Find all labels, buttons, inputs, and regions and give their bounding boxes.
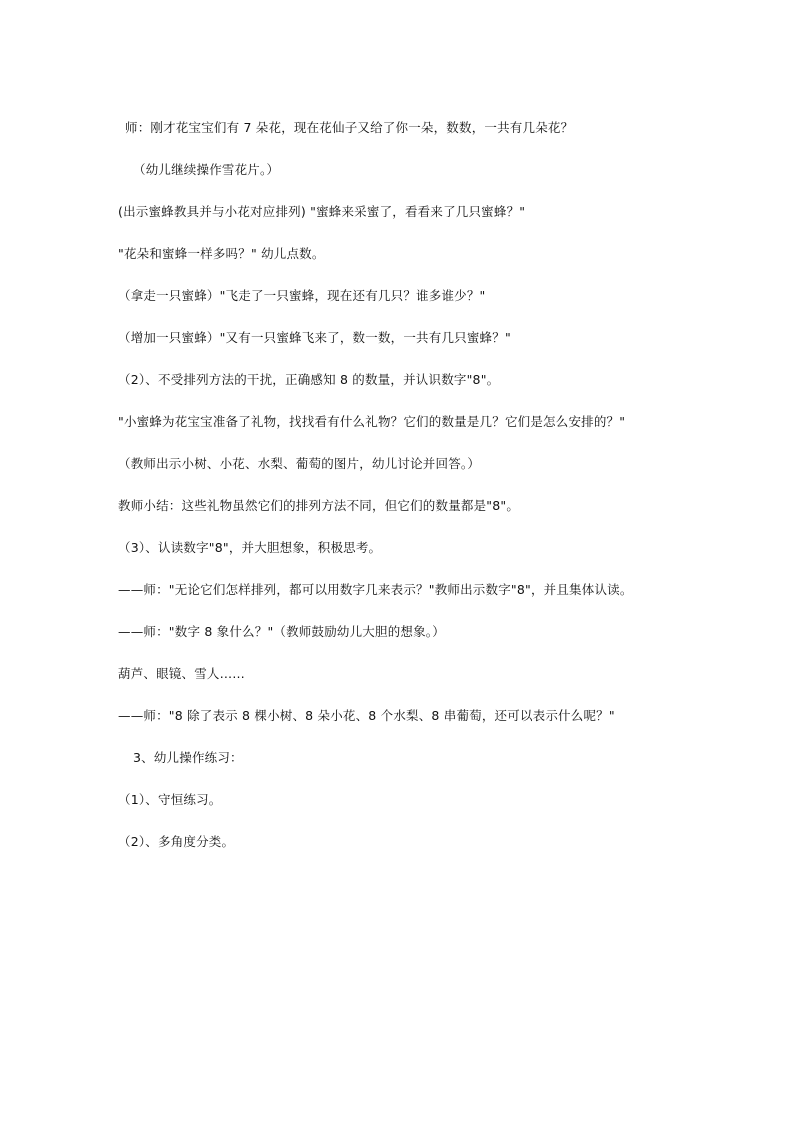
text-line-child-operation: （幼儿继续操作雪花片。） bbox=[133, 162, 280, 177]
text-line-bee-gifts: "小蜜蜂为花宝宝准备了礼物，找找看有什么礼物？它们的数量是几？它们是怎么安排的？" bbox=[118, 414, 626, 429]
text-line-section-2: （2）、不受排列方法的干扰，正确感知 8 的数量，并认识数字"8"。 bbox=[118, 372, 500, 387]
text-line-bee-display: (出示蜜蜂教具并与小花对应排列) "蜜蜂来采蜜了，看看来了几只蜜蜂？" bbox=[118, 204, 526, 219]
text-line-teacher-question: 师：刚才花宝宝们有 7 朵花，现在花仙子又给了你一朵，数数，一共有几朵花？ bbox=[125, 120, 574, 135]
text-line-multi-angle-classification: （2）、多角度分类。 bbox=[118, 834, 235, 849]
text-line-teacher-summary: 教师小结：这些礼物虽然它们的排列方法不同，但它们的数量都是"8"。 bbox=[118, 498, 520, 513]
text-line-child-practice-heading: 3、幼儿操作练习： bbox=[133, 750, 243, 765]
text-line-remove-bee: （拿走一只蜜蜂）"飞走了一只蜜蜂，现在还有几只？谁多谁少？" bbox=[118, 288, 486, 303]
text-line-gourd-glasses-snowman: 葫芦、眼镜、雪人…… bbox=[118, 666, 246, 681]
text-line-flowers-bees-equal: "花朵和蜜蜂一样多吗？" 幼儿点数。 bbox=[118, 246, 325, 261]
text-line-teacher-pictures: （教师出示小树、小花、水梨、葡萄的图片，幼儿讨论并回答。） bbox=[118, 456, 481, 471]
text-line-number-8-like: ——师："数字 8 象什么？"（教师鼓励幼儿大胆的想象。） bbox=[118, 624, 445, 639]
text-line-add-bee: （增加一只蜜蜂）"又有一只蜜蜂飞来了，数一数，一共有几只蜜蜂？" bbox=[118, 330, 511, 345]
text-line-8-represents: ——师："8 除了表示 8 棵小树、8 朵小花、8 个水梨、8 串葡萄，还可以表示什么呢？" bbox=[118, 708, 615, 723]
text-line-section-3: （3）、认读数字"8"，并大胆想象，积极思考。 bbox=[118, 540, 382, 555]
text-line-conservation-practice: （1）、守恒练习。 bbox=[118, 792, 222, 807]
text-line-teacher-number: ——师："无论它们怎样排列，都可以用数字几来表示？"教师出示数字"8"，并且集体认读。 bbox=[118, 582, 633, 597]
